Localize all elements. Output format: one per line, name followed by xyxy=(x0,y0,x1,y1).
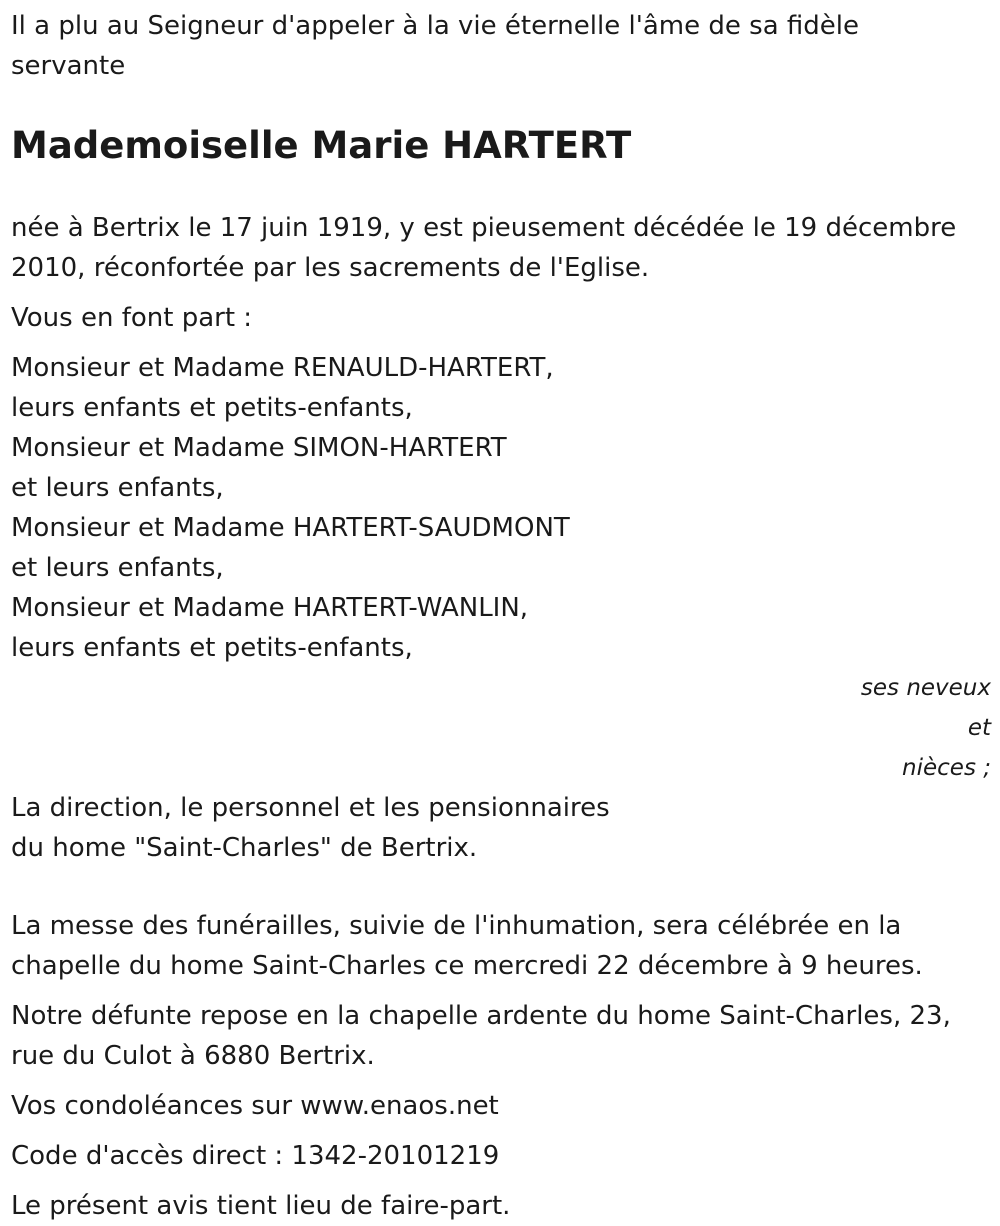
family-line: Monsieur et Madame SIMON-HARTERT xyxy=(11,433,507,463)
mass-paragraph xyxy=(11,906,991,986)
family-list xyxy=(11,348,991,668)
family-line: et leurs enfants, xyxy=(11,553,224,583)
deceased-name: Mademoiselle Marie HARTERT xyxy=(11,124,632,167)
intro-paragraph xyxy=(11,6,991,86)
home-paragraph xyxy=(11,788,991,868)
repose-paragraph xyxy=(11,996,991,1076)
birth-line: née à Bertrix le 17 juin 1919, y est pieusement décédée le 19 décembre xyxy=(11,213,957,243)
repose-line: Notre défunte repose en la chapelle ardente du home Saint-Charles, 23, xyxy=(11,1001,951,1031)
nephews-line: ses neveux et xyxy=(860,675,991,741)
family-line: leurs enfants et petits-enfants, xyxy=(11,633,413,663)
access-code-text: Code d'accès direct : 1342-20101219 xyxy=(11,1141,500,1171)
birth-line: 2010, réconfortée par les sacrements de l'Eglise. xyxy=(11,253,650,283)
repose-line: rue du Culot à 6880 Bertrix. xyxy=(11,1041,375,1071)
nephews-line: nièces ; xyxy=(902,755,991,781)
closing-text: Le présent avis tient lieu de faire-part. xyxy=(11,1191,511,1221)
home-line: du home "Saint-Charles" de Bertrix. xyxy=(11,833,478,863)
obituary-notice xyxy=(11,6,991,1226)
family-line: Monsieur et Madame HARTERT-SAUDMONT xyxy=(11,513,570,543)
announce-text: Vous en font part : xyxy=(11,303,253,333)
family-line: et leurs enfants, xyxy=(11,473,224,503)
family-line: Monsieur et Madame RENAULD-HARTERT, xyxy=(11,353,554,383)
condolences-text: Vos condoléances sur www.enaos.net xyxy=(11,1091,499,1121)
mass-line: La messe des funérailles, suivie de l'inhumation, sera célébrée en la xyxy=(11,911,902,941)
intro-line: servante xyxy=(11,51,126,81)
family-line: leurs enfants et petits-enfants, xyxy=(11,393,413,423)
nephews-note xyxy=(841,668,991,788)
family-line: Monsieur et Madame HARTERT-WANLIN, xyxy=(11,593,529,623)
mass-line: chapelle du home Saint-Charles ce mercredi 22 décembre à 9 heures. xyxy=(11,951,923,981)
birth-paragraph xyxy=(11,208,991,288)
intro-line: Il a plu au Seigneur d'appeler à la vie éternelle l'âme de sa fidèle xyxy=(11,11,859,41)
home-line: La direction, le personnel et les pensionnaires xyxy=(11,793,610,823)
